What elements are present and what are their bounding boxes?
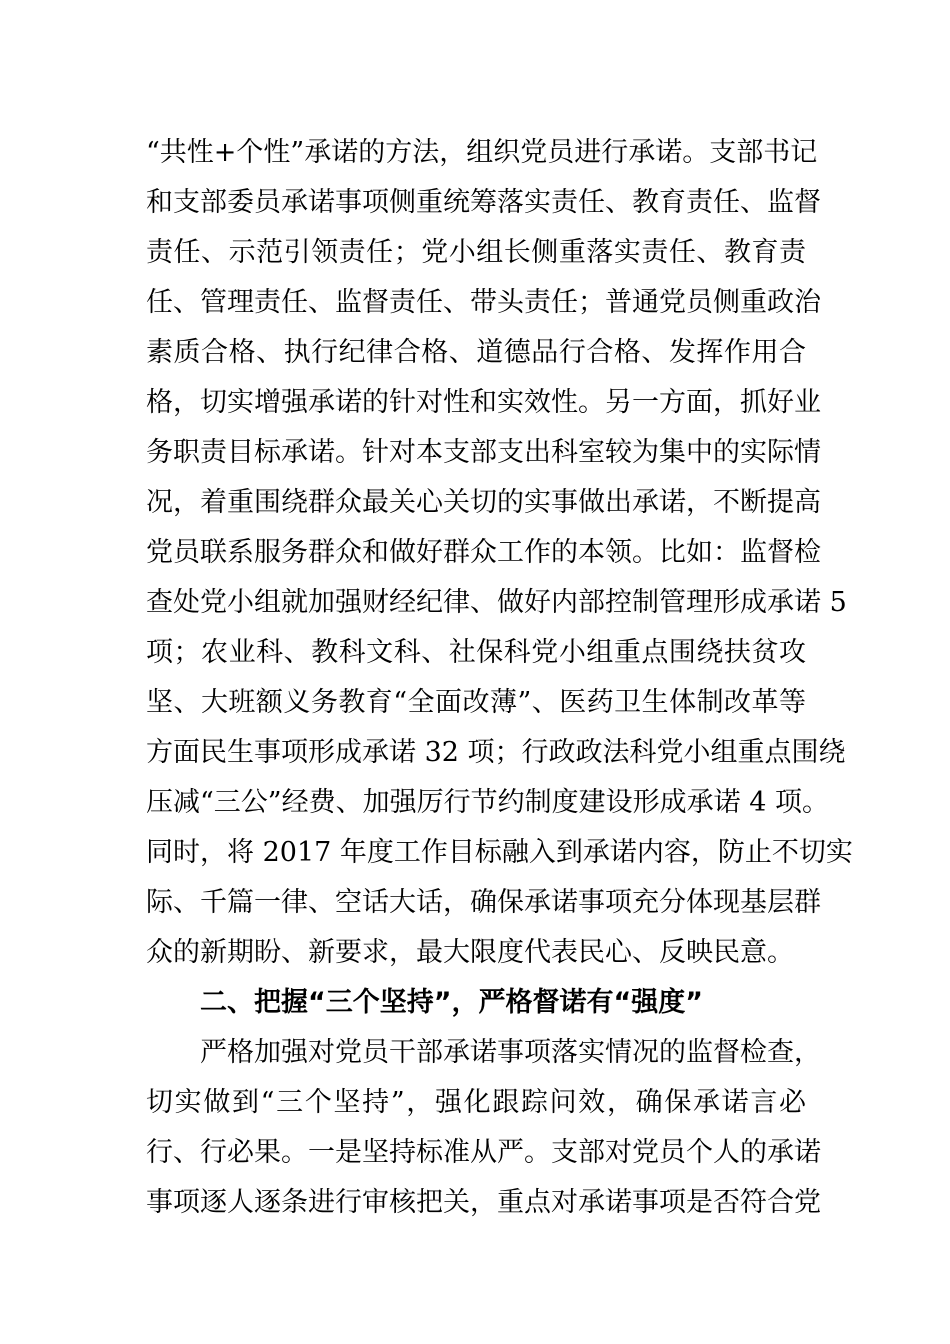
- paragraph-line: 同时，将 2017 年度工作目标融入到承诺内容，防止不切实: [146, 837, 853, 868]
- paragraph-line: 方面民生事项形成承诺 32 项；行政政法科党小组重点围绕: [146, 737, 846, 768]
- paragraph-line: 党员联系服务群众和做好群众工作的本领。比如：监督检: [146, 537, 821, 568]
- paragraph-line: 压减“三公”经费、加强厉行节约制度建设形成承诺 4 项。: [146, 787, 829, 818]
- paragraph-line: 责任、示范引领责任；党小组长侧重落实责任、教育责: [146, 237, 806, 268]
- paragraph-line: “共性+个性”承诺的方法，组织党员进行承诺。支部书记: [146, 137, 818, 168]
- paragraph-line: 际、千篇一律、空话大话，确保承诺事项充分体现基层群: [146, 887, 821, 918]
- paragraph-line: 和支部委员承诺事项侧重统筹落实责任、教育责任、监督: [146, 187, 821, 218]
- paragraph-line: 素质合格、执行纪律合格、道德品行合格、发挥作用合: [146, 337, 806, 368]
- paragraph-line: 况，着重围绕群众最关心关切的实事做出承诺，不断提高: [146, 487, 821, 518]
- paragraph-line: 格，切实增强承诺的针对性和实效性。另一方面，抓好业: [146, 387, 821, 418]
- paragraph-line: 项；农业科、教科文科、社保科党小组重点围绕扶贫攻: [146, 637, 806, 668]
- paragraph-line: 任、管理责任、监督责任、带头责任；普通党员侧重政治: [146, 287, 821, 318]
- section-heading: 二、把握“三个坚持”，严格督诺有“强度”: [200, 987, 703, 1018]
- paragraph-line: 众的新期盼、新要求，最大限度代表民心、反映民意。: [146, 937, 794, 968]
- paragraph-line: 严格加强对党员干部承诺事项落实情况的监督检查，: [200, 1037, 821, 1068]
- paragraph-line: 行、行必果。一是坚持标准从严。支部对党员个人的承诺: [146, 1137, 821, 1168]
- paragraph-line: 切实做到“三个坚持”，强化跟踪问效，确保承诺言必: [146, 1087, 806, 1118]
- paragraph-line: 查处党小组就加强财经纪律、做好内部控制管理形成承诺 5: [146, 587, 847, 618]
- paragraph-line: 坚、大班额义务教育“全面改薄”、医药卫生体制改革等: [146, 687, 806, 718]
- paragraph-line: 务职责目标承诺。针对本支部支出科室较为集中的实际情: [146, 437, 821, 468]
- paragraph-line: 事项逐人逐条进行审核把关，重点对承诺事项是否符合党: [146, 1187, 821, 1218]
